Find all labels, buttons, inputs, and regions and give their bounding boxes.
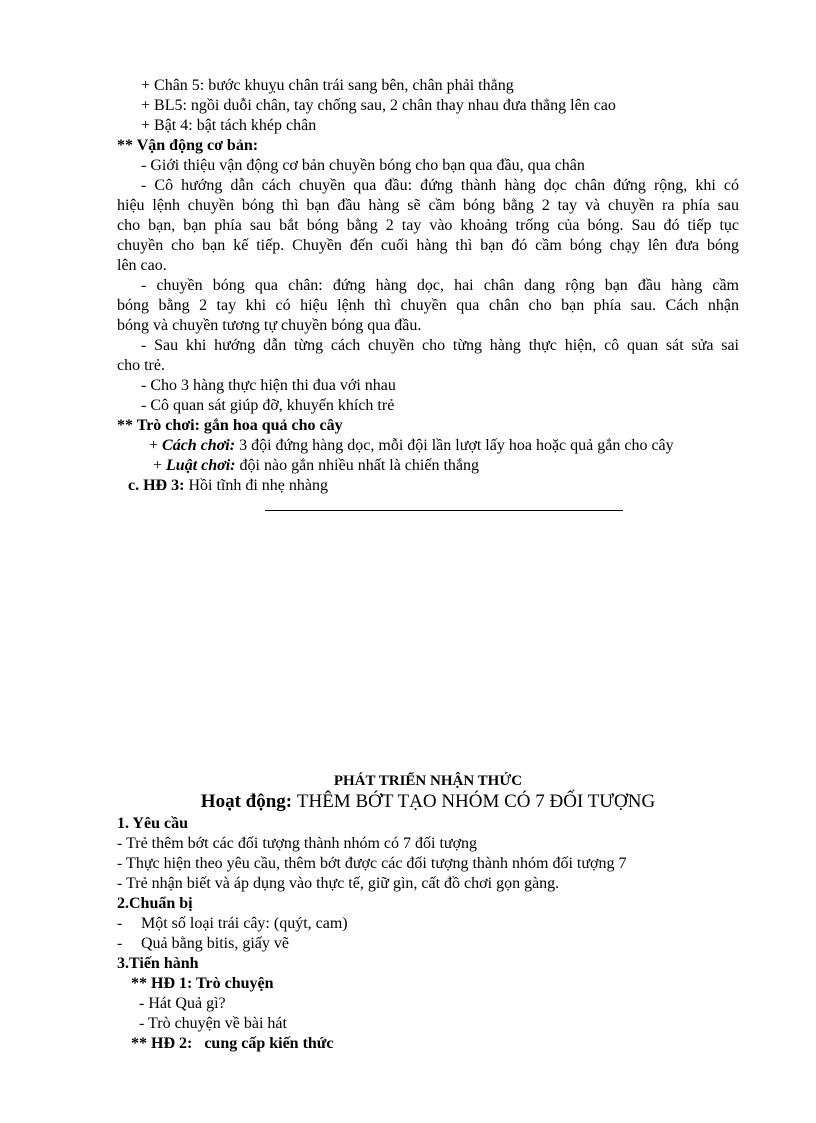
requirement-item: - Trẻ thêm bớt các đối tượng thành nhóm có 7 đối tượng xyxy=(117,835,478,852)
paragraph-line: hiệu lệnh chuyền bóng thì bạn đầu hàng sẽ cầm bóng bằng 2 tay và chuyền ra phía sau xyxy=(117,197,739,214)
paragraph-line: lên cao. xyxy=(117,257,167,274)
section-divider xyxy=(265,510,623,511)
activity-1-item: - Hát Quả gì? xyxy=(139,995,226,1012)
heading-preparation: 2.Chuẩn bị xyxy=(117,895,193,912)
paragraph-line: cho trẻ. xyxy=(117,357,165,374)
paragraph-line: - Sau khi hướng dẫn từng cách chuyền cho từng hàng thực hiện, cô quan sát sửa sai xyxy=(141,337,739,354)
paragraph-line: bóng và chuyền tương tự chuyền bóng qua đầu. xyxy=(117,317,422,334)
paragraph-line: chuyền cho bạn kế tiếp. Chuyền đến cuối hàng thì bạn đó cầm bóng chạy lên đưa bóng xyxy=(117,237,739,254)
section-title: PHÁT TRIỂN NHẬN THỨC xyxy=(333,773,523,789)
activity-title-name: THÊM BỚT TẠO NHÓM CÓ 7 ĐỐI TƯỢNG xyxy=(296,791,656,812)
activity-title-label: Hoạt động: xyxy=(200,791,297,812)
paragraph-line: - Giới thiệu vận động cơ bản chuyền bóng cho bạn qua đầu, qua chân xyxy=(141,157,585,174)
paragraph-line: cho bạn, bạn phía sau bắt bóng bằng 2 tay vào khoảng trống của bóng. Sau đó tiếp tục xyxy=(117,217,739,234)
heading-requirements: 1. Yêu cầu xyxy=(117,815,188,832)
requirement-item: - Trẻ nhận biết và áp dụng vào thực tế, giữ gìn, cất đồ chơi gọn gàng. xyxy=(117,875,560,892)
activity-3-text: Hồi tĩnh đi nhẹ nhàng xyxy=(184,477,328,494)
exercise-item: + Chân 5: bước khuỵu chân trái sang bên, chân phải thẳng xyxy=(141,77,514,94)
paragraph-line: - Cô quan sát giúp đỡ, khuyến khích trẻ xyxy=(141,397,395,414)
basic-movement-heading: ** Vận động cơ bản: xyxy=(117,137,259,154)
game-rule-line: + Cách chơi: 3 đội đứng hàng dọc, mỗi đội lần lượt lấy hoa hoặc quả gắn cho cây xyxy=(149,437,674,454)
prep-item: Quả bằng bitis, giấy vẽ xyxy=(141,935,289,952)
game-rule-text: đội nào gắn nhiều nhất là chiến thắng xyxy=(235,457,479,474)
game-rule-line: + Luật chơi: đội nào gắn nhiều nhất là chiến thắng xyxy=(153,457,479,474)
exercise-item: + Bật 4: bật tách khép chân xyxy=(141,117,317,134)
paragraph-line: - Cô hướng dẫn cách chuyền qua đầu: đứng thành hàng dọc chân đứng rộng, khi có xyxy=(141,177,739,194)
paragraph-line: - chuyền bóng qua chân: đứng hàng dọc, hai chân dang rộng bạn đầu hàng cầm xyxy=(141,277,739,294)
heading-procedure: 3.Tiến hành xyxy=(117,955,199,972)
paragraph-line: - Cho 3 hàng thực hiện thi đua với nhau xyxy=(141,377,396,394)
activity-2-heading: ** HĐ 2: cung cấp kiến thức xyxy=(131,1035,334,1052)
activity-1-item: - Trò chuyện về bài hát xyxy=(139,1015,287,1032)
activity-title xyxy=(117,791,739,813)
requirement-item: - Thực hiện theo yêu cầu, thêm bớt được các đối tượng thành nhóm đối tượng 7 xyxy=(117,855,627,872)
game-rule-label: Cách chơi: xyxy=(162,437,236,454)
activity-3-line xyxy=(128,476,328,496)
activity-3-label: c. HĐ 3: xyxy=(128,477,185,494)
paragraph-line: bóng bằng 2 tay khi có hiệu lệnh thì chuyền qua chân cho bạn phía sau. Cách nhận xyxy=(117,297,739,314)
exercise-item: + BL5: ngồi duỗi chân, tay chống sau, 2 chân thay nhau đưa thẳng lên cao xyxy=(141,97,616,114)
prep-dash: - xyxy=(117,915,123,932)
activity-1-heading: ** HĐ 1: Trò chuyện xyxy=(131,975,274,992)
game-rule-text: 3 đội đứng hàng dọc, mỗi đội lần lượt lấy hoa hoặc quả gắn cho cây xyxy=(235,437,674,454)
game-rule-label: Luật chơi: xyxy=(166,457,236,474)
game-heading: ** Trò chơi: gắn hoa quả cho cây xyxy=(117,417,343,434)
prep-dash: - xyxy=(117,935,123,952)
prep-item: Một số loại trái cây: (quýt, cam) xyxy=(141,915,348,932)
